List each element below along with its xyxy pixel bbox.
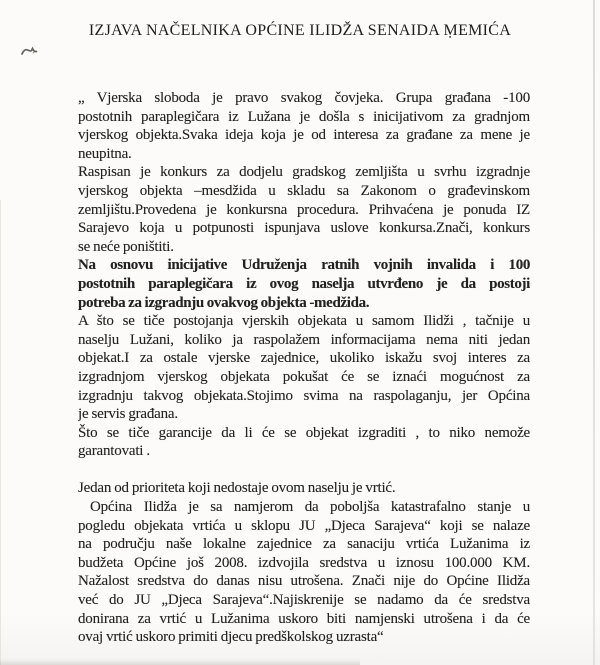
- document-line: potreba za izgradnju ovakvog objekta -medžida.: [78, 294, 370, 311]
- document-line: ovaj vrtić uskoro primiti djecu predškolskog uzrasta“: [78, 629, 384, 646]
- scan-edge-bottom: [0, 659, 360, 665]
- document-line: već do JU „Djeca Sarajeva“.Najiskrenije se nadamo da će sredstva: [78, 592, 530, 609]
- document-line: postotnih paraplegičara iz Lužana je došla s inicijativom za gradnjom: [78, 108, 530, 125]
- document-line: naselju Lužani, koliko ja raspolažem informacijama nema niti jedan: [78, 331, 530, 348]
- document-line: vjerskog objekta –mesdžida u skladu sa Zakonom o građevinskom: [78, 182, 530, 199]
- document-line: Jedan od prioriteta koji nedostaje ovom naselju je vrtić.: [78, 480, 396, 497]
- ink-smudge-icon: [21, 44, 38, 62]
- document-line: na području naše lokalne zajednice za sanaciju vrtića Lužanima iz: [78, 536, 530, 553]
- document-line: izgradnjom vjerskog objekata pokušat će se iznaći mogućnost za: [78, 368, 530, 385]
- document-line: vjerskog objekta.Svaka ideja koja je od interesa za građane za mene je: [78, 127, 530, 144]
- paragraph: [78, 424, 530, 461]
- document-line: postotnih paraplegičara iz ovog naselja utvrđeno je da postoji: [78, 275, 530, 292]
- document-line: A što se tiče postojanja vjerskih objekata u samom Ilidži , tačnije u: [78, 313, 530, 330]
- document-line: pogledu objekata vrtića u sklopu JU „Djeca Sarajeva“ koji se nalaze: [78, 517, 530, 534]
- document-line: neupitna.: [78, 145, 132, 162]
- document-line: donirana za vrtić u Lužanima uskoro biti namjenski utrošena i da će: [78, 610, 530, 627]
- document-line: objekat.I za ostale vjerske zajednice, ukoliko iskažu svoj interes za: [78, 350, 530, 367]
- document-line: izgradnju takvog objekata.Stojimo svima na raspolaganju, jer Općina: [78, 387, 530, 404]
- document-line: Raspisan je konkurs za dodjelu gradskog zemljišta u svrhu izgradnje: [78, 164, 530, 181]
- document-line: budžeta Općine još 2008. izdvojila sredstva u iznosu 100.000 KM.: [78, 554, 530, 571]
- document-line: se neće poništiti.: [78, 238, 174, 255]
- document-line: garantovati .: [78, 443, 150, 460]
- paragraph: [78, 312, 530, 424]
- document-line: zemljištu.Provedena je konkursna procedura. Prihvaćena je ponuda IZ: [78, 201, 530, 218]
- document-line: Što se tiče garancije da li će se objekat izgraditi , to niko nemože: [78, 424, 530, 441]
- document-body: [78, 89, 530, 647]
- paragraph: [78, 256, 530, 312]
- document-line: „ Vjerska sloboda je pravo svakog čovjeka. Grupa građana -100: [78, 90, 530, 106]
- scan-edge-right: [593, 0, 595, 665]
- paragraph: [78, 498, 530, 647]
- scan-edge-left: [0, 200, 1, 665]
- document-line: je servis građana.: [78, 406, 178, 423]
- paragraph: [78, 163, 530, 256]
- document-line: Općina Ilidža je sa namjerom da poboljša katastrafalno stanje u: [90, 499, 530, 516]
- document-line: Sarajevo koja u potpunosti ispunjava uslove konkursa.Znači, konkurs: [78, 220, 530, 237]
- page-title: IZJAVA NAČELNIKA OPĆINE ILIDŽA SENAIDA ṂEMIĆA: [88, 22, 512, 39]
- paragraph: [78, 479, 530, 498]
- paragraph: [78, 89, 530, 163]
- document-line: Na osnovu inicijative Udruženja ratnih vojnih invalida i 100: [78, 257, 530, 274]
- document-line: Nažalost sredstva do danas nisu utrošena. Znači nije do Općine Ilidža: [78, 573, 530, 590]
